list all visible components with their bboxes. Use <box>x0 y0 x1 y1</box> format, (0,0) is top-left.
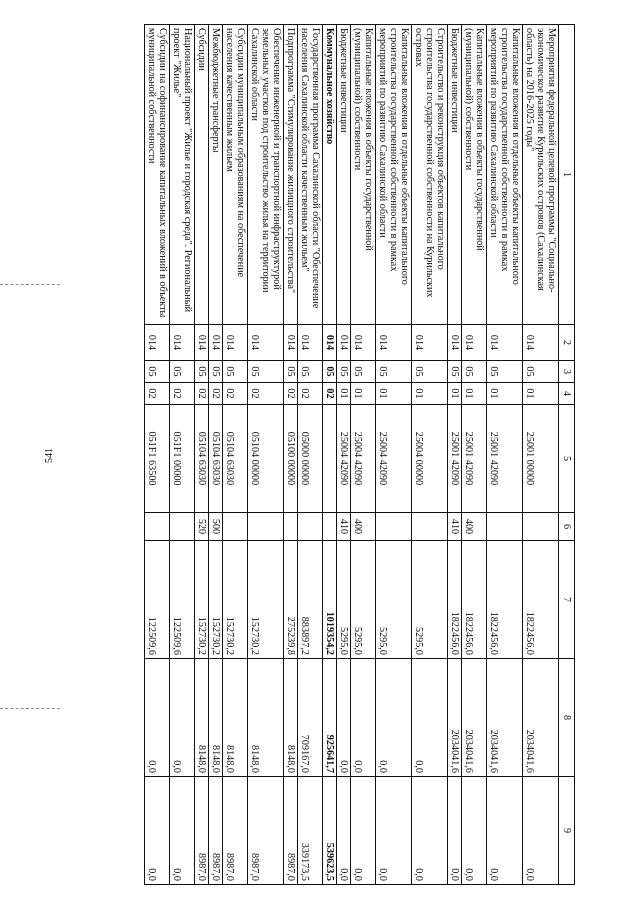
subsection-code: 02 <box>323 383 337 405</box>
subsection-code: 01 <box>462 383 487 405</box>
subsection-code: 02 <box>284 383 298 405</box>
amount-col-8: 0,0 <box>170 659 195 777</box>
table-row <box>523 25 559 885</box>
ministry-code: 014 <box>284 325 298 361</box>
section-code: 05 <box>376 361 412 383</box>
ministry-code: 014 <box>487 325 523 361</box>
subsection-code: 01 <box>412 383 448 405</box>
amount-col-9: 0,0 <box>351 777 376 885</box>
subsection-code: 01 <box>337 383 351 405</box>
amount-col-7: 152730,2 <box>195 541 209 659</box>
amount-col-9: 8987,0 <box>223 777 248 885</box>
table-row <box>248 25 284 885</box>
ministry-code: 014 <box>209 325 223 361</box>
amount-col-7: 1822456,0 <box>523 541 559 659</box>
amount-col-8: 709167,0 <box>298 659 323 777</box>
row-name: Национальный проект "Жилье и городская среда". Региональный проект "Жилье" <box>170 25 195 325</box>
amount-col-8: 2034041,6 <box>487 659 523 777</box>
target-article-code: 25004 42090 <box>337 405 351 513</box>
section-code: 05 <box>248 361 284 383</box>
ministry-code: 014 <box>195 325 209 361</box>
amount-col-8: 0,0 <box>145 659 170 777</box>
amount-col-7: 1019354,2 <box>323 541 337 659</box>
ministry-code: 014 <box>323 325 337 361</box>
subsection-code: 01 <box>448 383 462 405</box>
table-row <box>376 25 412 885</box>
amount-col-8: 2034041,6 <box>462 659 487 777</box>
amount-col-8: 0,0 <box>351 659 376 777</box>
section-code: 05 <box>337 361 351 383</box>
page-number: 541 <box>44 448 55 463</box>
amount-col-7: 152730,2 <box>223 541 248 659</box>
section-code: 05 <box>448 361 462 383</box>
target-article-code: 051F1 63500 <box>145 405 170 513</box>
amount-col-7: 152730,2 <box>209 541 223 659</box>
amount-col-9: 8987,0 <box>195 777 209 885</box>
subsection-code: 02 <box>170 383 195 405</box>
expense-type-code: 500 <box>209 513 223 541</box>
row-name: Субсидии муниципальным образованиям на обеспечение населения качественным жильем <box>223 25 248 325</box>
row-name: Строительство и реконструкция объектов капитального строительства государственной собственности на Курильских островах <box>412 25 448 325</box>
amount-col-9: 8987,0 <box>209 777 223 885</box>
ministry-code: 014 <box>412 325 448 361</box>
table-row <box>195 25 209 885</box>
amount-col-9: 8987,0 <box>248 777 284 885</box>
ministry-code: 014 <box>170 325 195 361</box>
amount-col-7: 275239,8 <box>284 541 298 659</box>
amount-col-9: 8987,0 <box>284 777 298 885</box>
table-row <box>462 25 487 885</box>
amount-col-8: 8148,0 <box>284 659 298 777</box>
subsection-code: 01 <box>487 383 523 405</box>
table-row <box>351 25 376 885</box>
expense-type-code <box>412 513 448 541</box>
subsection-code: 02 <box>298 383 323 405</box>
column-header-7: 7 <box>559 541 575 659</box>
target-article-code: 25001 42090 <box>462 405 487 513</box>
section-code: 05 <box>223 361 248 383</box>
amount-col-7: 5295,0 <box>337 541 351 659</box>
amount-col-9: 0,0 <box>145 777 170 885</box>
ministry-code: 014 <box>145 325 170 361</box>
ministry-code: 014 <box>351 325 376 361</box>
row-name: Мероприятия федеральной целевой программы "Социально-экономическое развитие Курильских островов (Сахалинская область) на 2016-2025 годы" <box>523 25 559 325</box>
subsection-code: 02 <box>223 383 248 405</box>
target-article-code: 25001 00000 <box>523 405 559 513</box>
column-header-2: 2 <box>559 325 575 361</box>
amount-col-8: 8148,0 <box>195 659 209 777</box>
table-row <box>209 25 223 885</box>
amount-col-7: 883897,2 <box>298 541 323 659</box>
row-name: Капитальные вложения в отдельные объекты капитального строительства государственной собственности в рамках мероприятий по развитию Сахалинской области <box>487 25 523 325</box>
ministry-code: 014 <box>523 325 559 361</box>
section-code: 05 <box>351 361 376 383</box>
column-header-1: 1 <box>559 25 575 325</box>
expense-type-code: 410 <box>337 513 351 541</box>
table-row <box>487 25 523 885</box>
table-body <box>145 25 559 885</box>
amount-col-9: 0,0 <box>523 777 559 885</box>
section-code: 05 <box>523 361 559 383</box>
subsection-code: 02 <box>145 383 170 405</box>
target-article-code: 05104 63030 <box>209 405 223 513</box>
table-row <box>448 25 462 885</box>
section-code: 05 <box>298 361 323 383</box>
expense-type-code: 400 <box>351 513 376 541</box>
amount-col-9: 539623,5 <box>323 777 337 885</box>
target-article-code: 25004 00000 <box>412 405 448 513</box>
row-name: Субсидии на софинансирование капитальных вложений в объекты муниципальной собственности <box>145 25 170 325</box>
amount-col-8: 2034041,6 <box>523 659 559 777</box>
table-row <box>323 25 337 885</box>
expense-type-code <box>145 513 170 541</box>
section-code: 05 <box>284 361 298 383</box>
amount-col-9: 339173,5 <box>298 777 323 885</box>
row-name: Подпрограмма "Стимулирование жилищного строительства" <box>284 25 298 325</box>
amount-col-8: 2034041,6 <box>448 659 462 777</box>
ministry-code: 014 <box>448 325 462 361</box>
expense-type-code <box>376 513 412 541</box>
table-row <box>170 25 195 885</box>
row-name: Бюджетные инвестиции <box>448 25 462 325</box>
row-name: Обеспечение инженерной и транспортной инфраструктурой земельных участков под строительство жилья на территории Сахалинской области <box>248 25 284 325</box>
table-row <box>145 25 170 885</box>
amount-col-7: 5295,0 <box>412 541 448 659</box>
column-header-6: 6 <box>559 513 575 541</box>
amount-col-7: 122509,6 <box>170 541 195 659</box>
expense-type-code <box>298 513 323 541</box>
section-code: 05 <box>145 361 170 383</box>
section-code: 05 <box>462 361 487 383</box>
amount-col-7: 152730,2 <box>248 541 284 659</box>
table-row <box>337 25 351 885</box>
row-name: Капитальные вложения в объекты государственной (муниципальной) собственности <box>351 25 376 325</box>
amount-col-8: 8148,0 <box>209 659 223 777</box>
section-code: 05 <box>412 361 448 383</box>
amount-col-9: 0,0 <box>487 777 523 885</box>
target-article-code: 05000 00000 <box>298 405 323 513</box>
amount-col-8: 0,0 <box>337 659 351 777</box>
row-name: Капитальные вложения в объекты государственной (муниципальной) собственности <box>462 25 487 325</box>
expense-type-code <box>170 513 195 541</box>
amount-col-9: 0,0 <box>412 777 448 885</box>
row-name: Бюджетные инвестиции <box>337 25 351 325</box>
section-code: 05 <box>195 361 209 383</box>
ministry-code: 014 <box>298 325 323 361</box>
target-article-code <box>323 405 337 513</box>
amount-col-7: 5295,0 <box>351 541 376 659</box>
ministry-code: 014 <box>337 325 351 361</box>
expense-type-code <box>487 513 523 541</box>
ministry-code: 014 <box>376 325 412 361</box>
ministry-code: 014 <box>462 325 487 361</box>
section-code: 05 <box>209 361 223 383</box>
target-article-code: 05100 00000 <box>284 405 298 513</box>
target-article-code: 05104 63030 <box>223 405 248 513</box>
ministry-code: 014 <box>223 325 248 361</box>
expense-type-code: 400 <box>462 513 487 541</box>
target-article-code: 25001 42090 <box>448 405 462 513</box>
amount-col-8: 0,0 <box>412 659 448 777</box>
column-header-8: 8 <box>559 659 575 777</box>
column-header-4: 4 <box>559 383 575 405</box>
amount-col-9: 0,0 <box>448 777 462 885</box>
subsection-code: 02 <box>248 383 284 405</box>
column-header-9: 9 <box>559 777 575 885</box>
amount-col-9: 0,0 <box>337 777 351 885</box>
expense-type-code <box>248 513 284 541</box>
amount-col-7: 1822456,0 <box>462 541 487 659</box>
column-header-3: 3 <box>559 361 575 383</box>
row-name: Капитальные вложения в отдельные объекты капитального строительства государственной собственности в рамках мероприятий по развитию Сахалинской области <box>376 25 412 325</box>
expense-type-code: 520 <box>195 513 209 541</box>
table-row <box>298 25 323 885</box>
subsection-code: 01 <box>376 383 412 405</box>
target-article-code: 051F1 00000 <box>170 405 195 513</box>
column-number-header <box>559 25 575 885</box>
budget-table <box>144 24 575 885</box>
expense-type-code <box>223 513 248 541</box>
target-article-code: 25001 42090 <box>487 405 523 513</box>
budget-table-container <box>50 24 575 884</box>
amount-col-7: 1822456,0 <box>448 541 462 659</box>
expense-type-code: 410 <box>448 513 462 541</box>
amount-col-8: 8148,0 <box>223 659 248 777</box>
amount-col-7: 5295,0 <box>376 541 412 659</box>
row-name: Государственная программа Сахалинской области "Обеспечение населения Сахалинской области качественным жильем" <box>298 25 323 325</box>
column-header-5: 5 <box>559 405 575 513</box>
expense-type-code <box>323 513 337 541</box>
subsection-code: 01 <box>523 383 559 405</box>
section-code: 05 <box>323 361 337 383</box>
subsection-code: 01 <box>351 383 376 405</box>
amount-col-9: 0,0 <box>462 777 487 885</box>
table-row <box>284 25 298 885</box>
ministry-code: 014 <box>248 325 284 361</box>
target-article-code: 25004 42090 <box>351 405 376 513</box>
amount-col-9: 0,0 <box>170 777 195 885</box>
table-row <box>223 25 248 885</box>
target-article-code: 05104 00000 <box>248 405 284 513</box>
table-row <box>412 25 448 885</box>
subsection-code: 02 <box>209 383 223 405</box>
section-code: 05 <box>170 361 195 383</box>
amount-col-8: 925641,7 <box>323 659 337 777</box>
amount-col-7: 1822456,0 <box>487 541 523 659</box>
target-article-code: 25004 42090 <box>376 405 412 513</box>
expense-type-code <box>284 513 298 541</box>
amount-col-8: 8148,0 <box>248 659 284 777</box>
row-name: Субсидии <box>195 25 209 325</box>
subsection-code: 02 <box>195 383 209 405</box>
row-name: Коммунальное хозяйство <box>323 25 337 325</box>
expense-type-code <box>523 513 559 541</box>
target-article-code: 05104 63030 <box>195 405 209 513</box>
amount-col-7: 122509,6 <box>145 541 170 659</box>
row-name: Межбюджетные трансферты <box>209 25 223 325</box>
amount-col-9: 0,0 <box>376 777 412 885</box>
section-code: 05 <box>487 361 523 383</box>
amount-col-8: 0,0 <box>376 659 412 777</box>
